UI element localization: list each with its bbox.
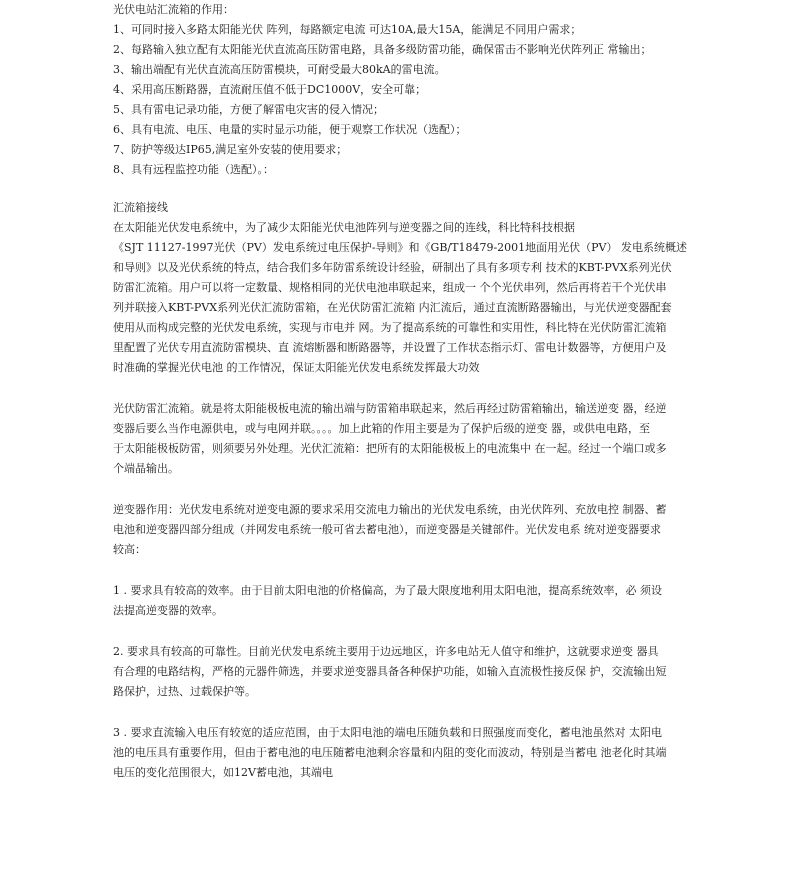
paragraph-line: 时准确的掌握光伏电池 的工作情况，保证太阳能光伏发电系统发挥最大功效: [113, 361, 480, 374]
list-item: 8、具有远程监控功能（选配）。：: [113, 163, 274, 176]
section-requirement-voltage-range: [113, 723, 688, 783]
paragraph-line: 池的电压具有重要作用，但由于蓄电池的电压随蓄电池剩余容量和内阻的变化而波动，特别是当蓄电 池老化时其端: [113, 746, 667, 759]
paragraph-line: 变器后要么当作电源供电，或与电网并联。。。。加上此箱的作用主要是为了保护后级的逆变 器，或供电电路，至: [113, 422, 650, 435]
paragraph-line: 电压的变化范围很大，如12V蓄电池，其端电: [113, 766, 333, 779]
section-requirement-efficiency: [113, 581, 688, 621]
section-heading: 汇流箱接线: [113, 201, 168, 214]
paragraph-line: 电池和逆变器四部分组成（并网发电系统一般可省去蓄电池），而逆变器是关键部件。光伏发电系 统对逆变器要求: [113, 523, 661, 536]
paragraph-line: 里配置了光伏专用直流防雷模块、直 流熔断器和断路器等，并设置了工作状态指示灯、雷电计数器等，方便用户及: [113, 341, 667, 354]
list-item: 5、具有雷电记录功能，方便了解雷电灾害的侵入情况；: [113, 103, 384, 116]
paragraph-line: 逆变器作用：光伏发电系统对逆变电源的要求采用交流电力输出的光伏发电系统，由光伏阵列、充放电控 制器、蓄: [113, 503, 667, 516]
paragraph-line: 《SJT 11127-1997光伏（PV）发电系统过电压保护-导则》和《GB/T18479-2001地面用光伏（PV） 发电系统概述: [113, 241, 688, 254]
paragraph-line: 列并联接入KBT-PVX系列光伏汇流防雷箱，在光伏防雷汇流箱 内汇流后，通过直流断路器输出，与光伏逆变器配套: [113, 301, 672, 314]
list-item: 4、采用高压断路器，直流耐压值不低于DC1000V，安全可靠；: [113, 83, 427, 96]
list-item: 3、输出端配有光伏直流高压防雷模块，可耐受最大80kA的雷电流。: [113, 63, 446, 76]
section-combiner-box: [113, 399, 688, 479]
paragraph-line: 防雷汇流箱。用户可以将一定数量、规格相同的光伏电池串联起来，组成一 个个光伏串列，然后再将若干个光伏串: [113, 281, 667, 294]
paragraph-line: 于太阳能极板防雷，则须要另外处理。光伏汇流箱：把所有的太阳能极板上的电流集中 在一起。经过一个端口或多: [113, 442, 667, 455]
section-heading: 光伏电站汇流箱的作用：: [113, 3, 234, 16]
paragraph-line: 光伏防雷汇流箱。就是将太阳能极板电流的输出端与防雷箱串联起来，然后再经过防雷箱输出，输送逆变 器，经逆: [113, 402, 667, 415]
list-item: 1、可同时接入多路太阳能光伏 阵列，每路额定电流 可达10A,最大15A，能满足不同用户需求；: [113, 23, 582, 36]
section-requirement-reliability: [113, 642, 688, 702]
list-item: 6、具有电流、电压、电量的实时显示功能，便于观察工作状况（选配）；: [113, 123, 467, 136]
paragraph-line: 在太阳能光伏发电系统中，为了减少太阳能光伏电池阵列与逆变器之间的连线，科比特科技根据: [113, 221, 575, 234]
paragraph-line: 较高：: [113, 543, 146, 556]
paragraph-line: 个端晶输出。: [113, 462, 179, 475]
list-item: 7、防护等级达IP65,满足室外安装的使用要求；: [113, 143, 348, 156]
paragraph-line: 有合理的电路结构，严格的元器件筛选，并要求逆变器具备各种保护功能，如输入直流极性接反保 护，交流输出短: [113, 665, 667, 678]
list-item: 2、每路输入独立配有太阳能光伏直流高压防雷电路，具备多级防雷功能，确保雷击不影响光伏阵列正 常输出；: [113, 43, 652, 56]
paragraph-line: 法提高逆变器的效率。: [113, 604, 223, 617]
paragraph-line: 2. 要求具有较高的可靠性。目前光伏发电系统主要用于边远地区，许多电站无人值守和维护，这就要求逆变 器具: [113, 645, 659, 658]
section-inverter: [113, 500, 688, 560]
paragraph-line: 1 . 要求具有较高的效率。由于目前太阳电池的价格偏高，为了最大限度地利用太阳电池，提高系统效率，必 须设: [113, 584, 662, 597]
paragraph-line: 和导则》以及光伏系统的特点，结合我们多年防雷系统设计经验，研制出了具有多项专利 技术的KBT-PVX系列光伏: [113, 261, 672, 274]
paragraph-line: 3 . 要求直流输入电压有较宽的适应范围，由于太阳电池的端电压随负载和日照强度而变化，蓄电池虽然对 太阳电: [113, 726, 662, 739]
paragraph-line: 路保护，过热、过载保护等。: [113, 685, 256, 698]
document-page: [113, 0, 688, 783]
paragraph-line: 使用从而构成完整的光伏发电系统，实现与市电并 网。为了提高系统的可靠性和实用性，科比特在光伏防雷汇流箱: [113, 321, 667, 334]
section-wiring: [113, 198, 688, 378]
section-functions: [113, 0, 688, 180]
